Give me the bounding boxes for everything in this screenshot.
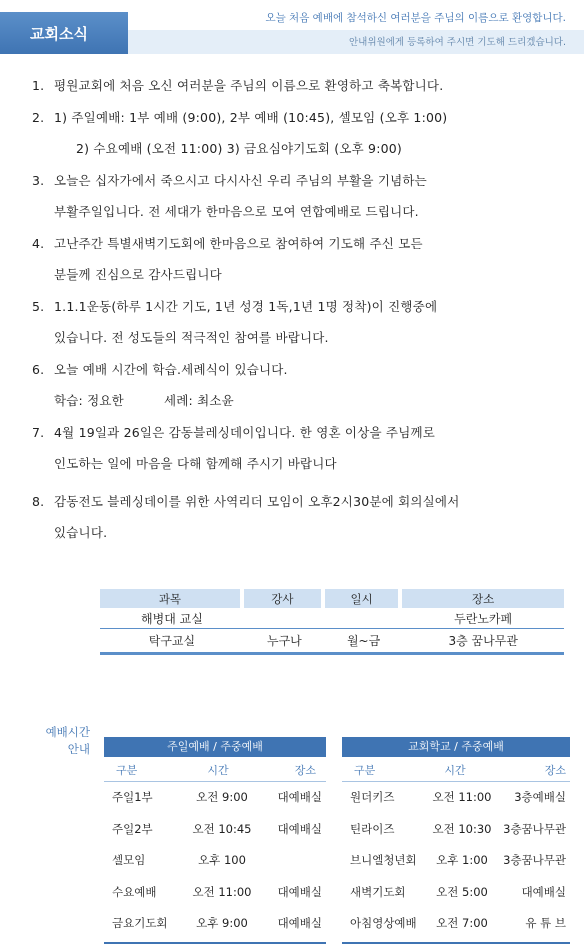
- table-cell: 원더키즈: [350, 790, 395, 804]
- table-cell: [325, 608, 402, 629]
- news-number: 2.: [32, 109, 45, 125]
- news-item-6: [32, 354, 552, 386]
- column-header: 시간: [207, 764, 229, 777]
- table-cell: 대예배실: [277, 821, 322, 836]
- table-cell: 월~금: [325, 629, 402, 655]
- learning-name: 학습: 정요한: [54, 393, 124, 408]
- table-cell: 3층예배실: [514, 790, 566, 804]
- table-cell: 대예배실: [277, 916, 322, 930]
- news-number: 3.: [32, 172, 45, 188]
- table-cell: 3층꿈나무관: [503, 853, 566, 867]
- table-row: [104, 845, 326, 877]
- news-item-1: [32, 70, 552, 102]
- table-cell: 대예배실: [277, 790, 322, 804]
- news-item-7: [32, 417, 552, 449]
- column-header: 구분: [116, 764, 138, 777]
- table-cell: 오전 9:00: [196, 790, 248, 804]
- worship-schedule-label: [26, 724, 90, 758]
- news-item-4: [32, 228, 552, 260]
- table-row: [342, 845, 570, 877]
- table-row: [342, 782, 570, 814]
- church-school-table: [342, 737, 570, 944]
- label-line: 안내: [67, 742, 90, 756]
- table-cell: 브니엘청년회: [350, 853, 417, 867]
- news-number: 5.: [32, 298, 45, 314]
- news-number: 6.: [32, 361, 45, 377]
- column-header: 장소: [402, 589, 564, 608]
- table-cell: 오전 7:00: [436, 916, 488, 930]
- table-bottom-rule: [104, 942, 326, 944]
- news-item-2: [32, 102, 552, 134]
- news-number: 8.: [32, 493, 45, 509]
- news-text: 평원교회에 처음 오신 여러분을 주님의 이름으로 환영하고 축복합니다.: [54, 78, 444, 93]
- table-cell: 두란노카페: [402, 608, 564, 629]
- table-cell: 해병대 교실: [100, 608, 244, 629]
- table-cell: 유 튜 브: [525, 916, 566, 930]
- table-cell: 오전 10:45: [192, 821, 252, 836]
- news-list: [32, 70, 552, 549]
- table-bottom-rule: [342, 942, 570, 944]
- table-row: [104, 782, 326, 814]
- baptism-name: 세례: 최소윤: [163, 393, 234, 408]
- table-cell: 오후 100: [198, 853, 246, 867]
- section-tab: [0, 12, 128, 54]
- table-header-row: [100, 589, 564, 608]
- news-text: 오늘 예배 시간에 학습.세례식이 있습니다.: [54, 361, 288, 377]
- table-title: 교회학교 / 주중예배: [342, 737, 570, 757]
- news-text: 인도하는 일에 마음을 다해 함께해 주시기 바랍니다: [54, 456, 337, 471]
- news-text: 고난주간 특별새벽기도회에 한마음으로 참여하여 기도해 주신 모든: [54, 235, 423, 251]
- table-row: [342, 877, 570, 909]
- table-cell: 주일2부: [112, 821, 153, 836]
- news-text: 오늘은 십자가에서 죽으시고 다시사신 우리 주님의 부활을 기념하는: [54, 172, 427, 188]
- table-row: [342, 814, 570, 846]
- table-title: 주일예배 / 주중예배: [104, 737, 326, 757]
- table-header-row: [342, 760, 570, 782]
- table-cell: 새벽기도회: [350, 884, 406, 899]
- table-cell: 오전 11:00: [192, 884, 252, 899]
- table-cell: 오후 9:00: [196, 916, 248, 930]
- news-text: 감동전도 블레싱데이를 위한 사역리더 모임이 오후2시30분에 회의실에서: [54, 493, 460, 509]
- news-text: 분들께 진심으로 감사드립니다: [54, 267, 222, 282]
- column-header: 일시: [325, 589, 402, 608]
- table-cell: 대예배실: [521, 884, 566, 899]
- table-cell: 수요예배: [112, 884, 157, 899]
- news-item-8: [32, 486, 552, 518]
- column-header: 구분: [354, 764, 376, 777]
- table-row: [342, 908, 570, 940]
- table-cell: 탁구교실: [100, 629, 244, 655]
- news-text: 2) 수요예배 (오전 11:00) 3) 금요심야기도회 (오후 9:00): [76, 141, 402, 156]
- news-text: 부활주일입니다. 전 세대가 한마음으로 모여 연합예배로 드립니다.: [54, 204, 419, 219]
- news-item-3: [32, 165, 552, 197]
- table-cell: 틴라이즈: [350, 821, 395, 836]
- section-title: 교회소식: [30, 24, 88, 43]
- table-header-row: [104, 760, 326, 782]
- table-cell: 주일1부: [112, 790, 153, 804]
- table-cell: 오전 11:00: [432, 790, 492, 804]
- news-text: 4월 19일과 26일은 감동블레싱데이입니다. 한 영혼 이상을 주님께로: [54, 424, 436, 440]
- news-number: 4.: [32, 235, 45, 251]
- column-header: 장소: [544, 764, 566, 777]
- table-cell: 3층 꿈나무관: [402, 629, 564, 655]
- column-header: 장소: [294, 764, 316, 777]
- table-cell: 오후 1:00: [436, 853, 488, 867]
- table-row: [104, 814, 326, 846]
- news-text: 있습니다.: [54, 525, 108, 540]
- table-cell: 금요기도회: [112, 916, 168, 930]
- sunday-worship-table: [104, 737, 326, 944]
- welcome-message: 오늘 처음 예배에 참석하신 여러분을 주님의 이름으로 환영합니다.: [265, 12, 566, 24]
- news-text: 1) 주일예배: 1부 예배 (9:00), 2부 예배 (10:45), 셀모임 (오후 1:00): [54, 109, 448, 125]
- news-sub-line: [32, 385, 552, 417]
- table-cell: 대예배실: [277, 884, 322, 899]
- table-row: [100, 629, 564, 655]
- table-cell: [264, 845, 326, 877]
- table-cell: 오전 5:00: [436, 884, 488, 899]
- table-cell: 누구나: [244, 629, 325, 655]
- news-number: 1.: [32, 78, 45, 93]
- registration-note: 안내위원에게 등록하여 주시면 기도해 드리겠습니다.: [349, 37, 566, 48]
- table-cell: 셀모임: [112, 853, 146, 867]
- news-text: 1.1.1운동(하루 1시간 기도, 1년 성경 1독,1년 1명 정착)이 진행중에: [54, 298, 438, 314]
- table-row: [104, 908, 326, 940]
- table-row: [104, 877, 326, 909]
- table-cell: 아침영상예배: [350, 916, 417, 930]
- column-header: 시간: [444, 764, 466, 777]
- news-item-5: [32, 291, 552, 323]
- column-header: 과목: [100, 589, 244, 608]
- table-row: [100, 608, 564, 629]
- class-table: [100, 589, 564, 655]
- table-cell: [244, 608, 325, 629]
- news-number: 7.: [32, 424, 45, 440]
- table-cell: 3층꿈나무관: [503, 821, 566, 836]
- table-cell: 오전 10:30: [432, 821, 492, 836]
- label-line: 예배시간: [45, 725, 90, 739]
- column-header: 강사: [244, 589, 325, 608]
- news-text: 있습니다. 전 성도들의 적극적인 참여를 바랍니다.: [54, 330, 329, 345]
